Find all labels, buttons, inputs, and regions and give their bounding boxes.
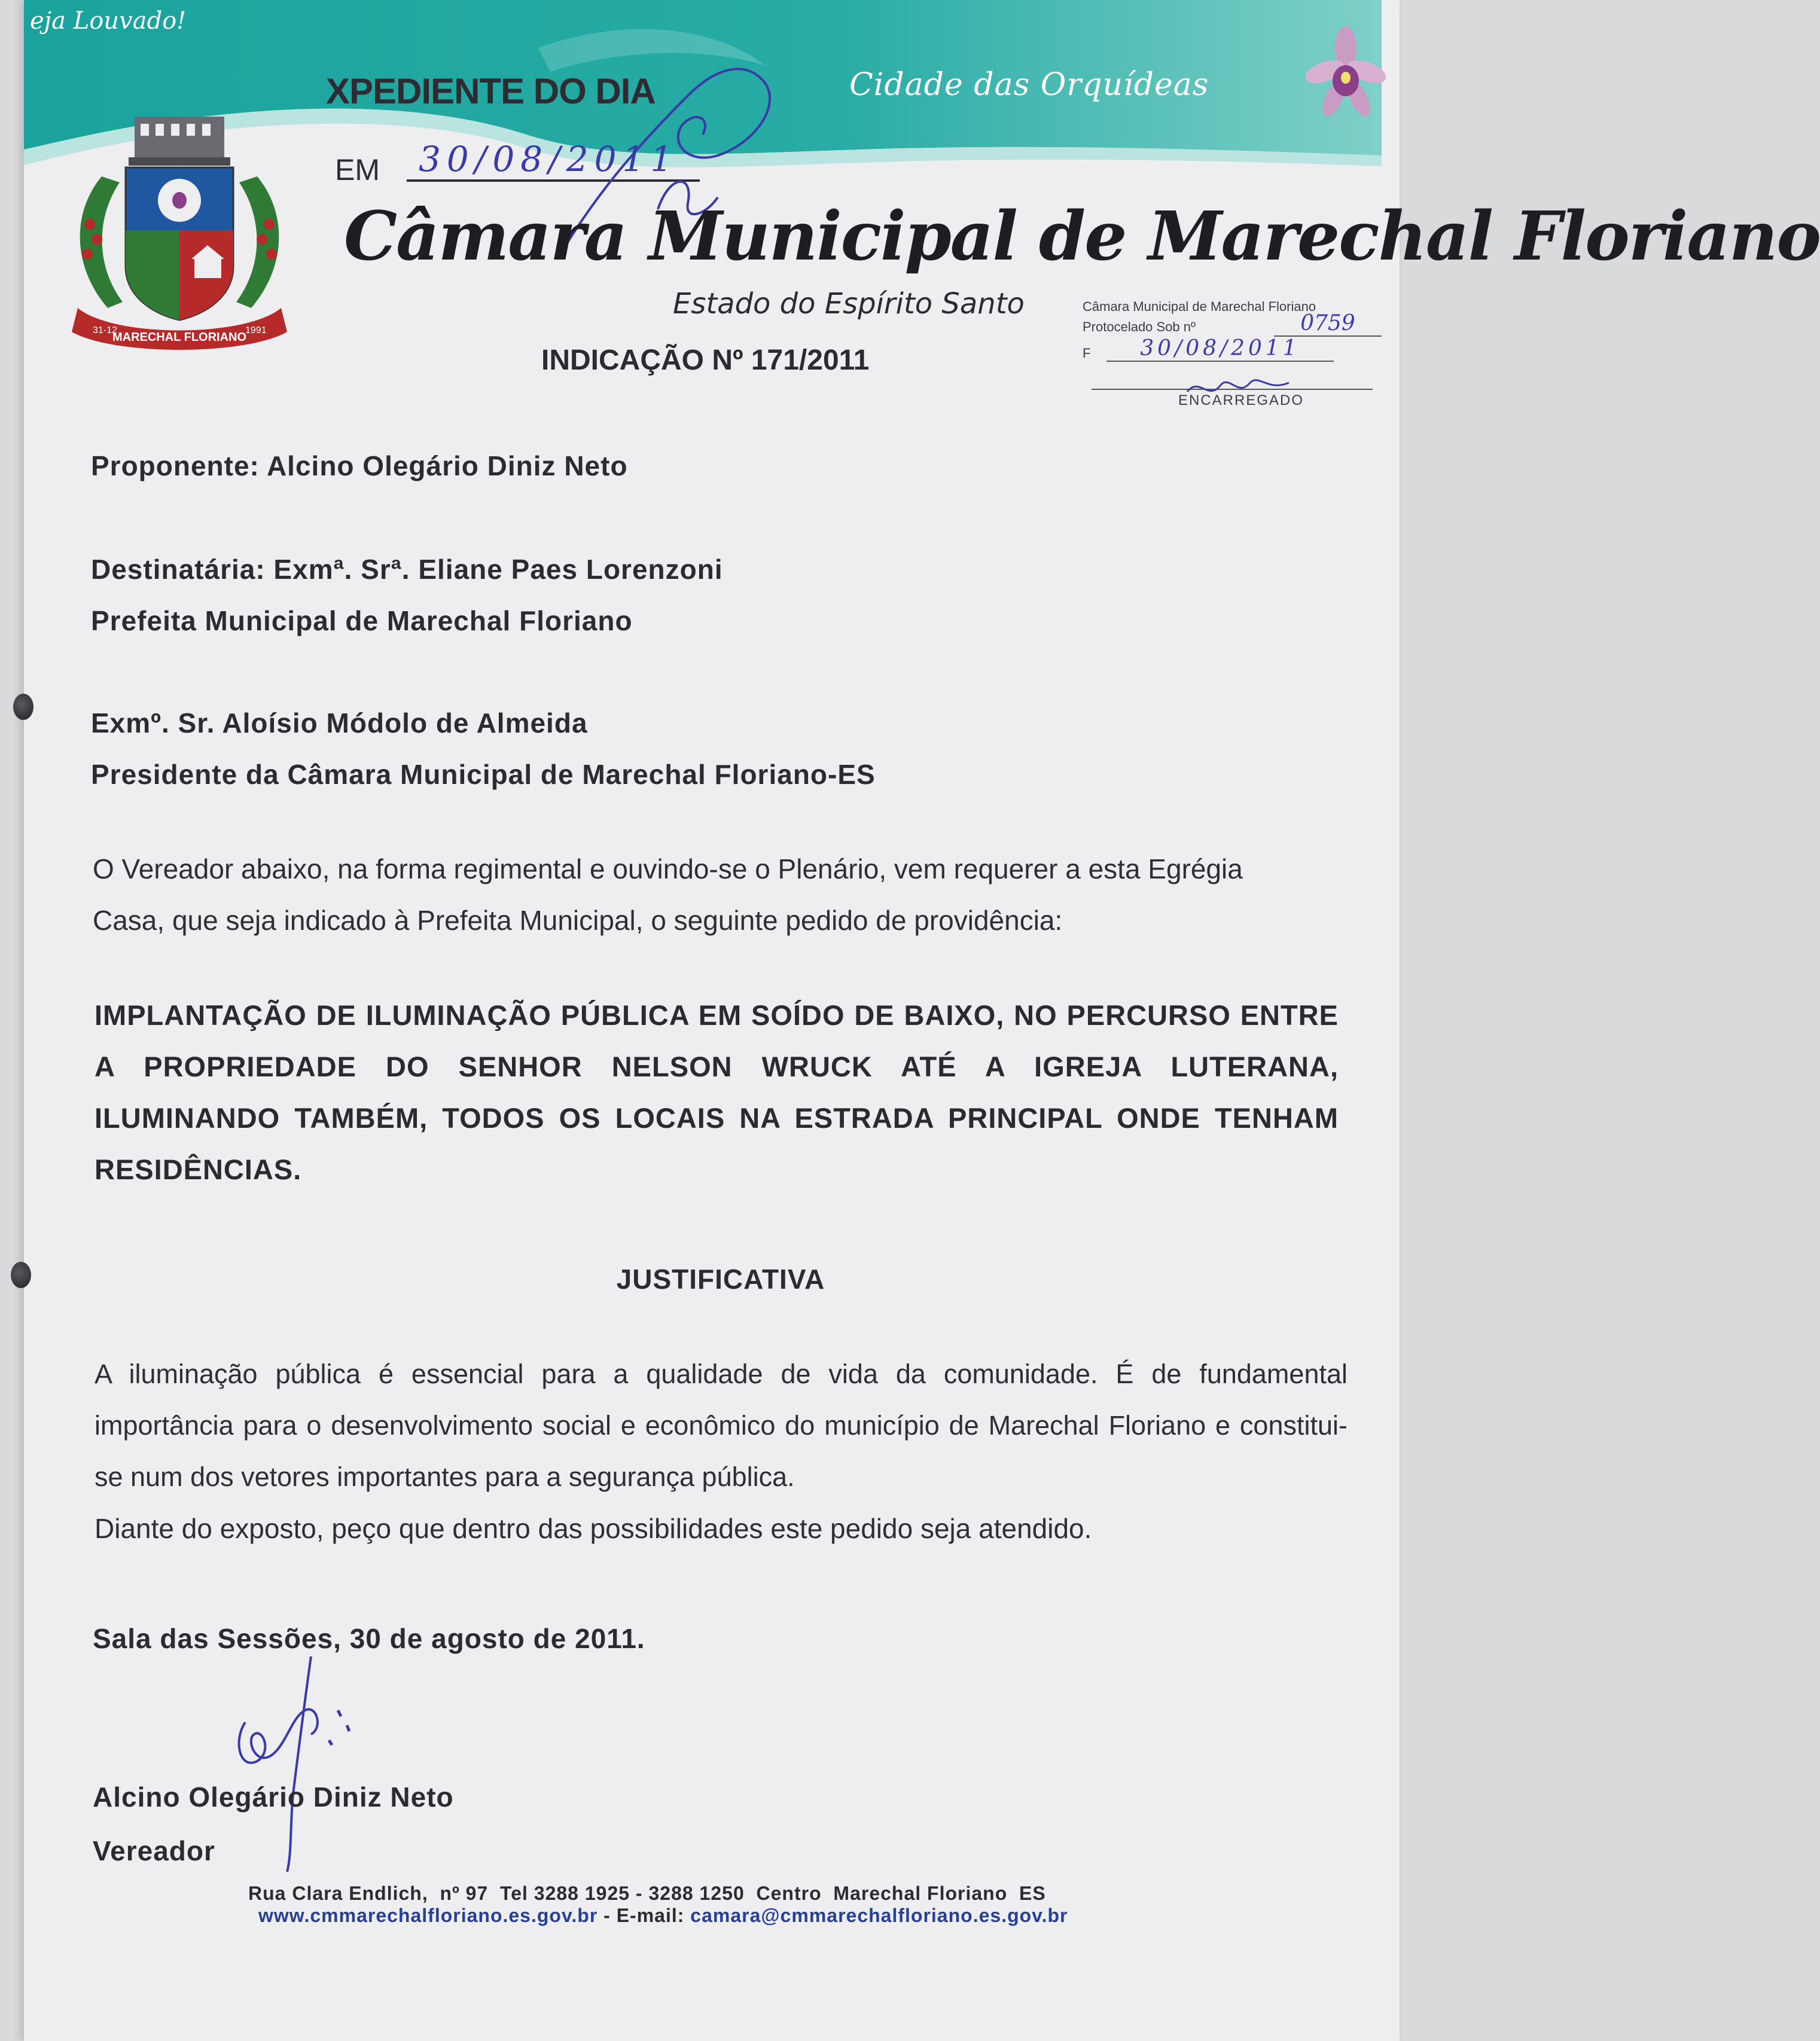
signer-role: Vereador [93,1835,215,1866]
recipient-name: Destinatária: Exmª. Srª. Eliane Paes Lorenzoni [91,554,723,585]
svg-text:1991: 1991 [245,325,267,335]
state-subtitle: Estado do Espírito Santo [673,287,1025,321]
proponent-line: Proponente: Alcino Olegário Diniz Neto [91,450,628,481]
closing-request: Diante do exposto, peço que dentro das possibilidades este pedido seja atendido. [94,1513,1092,1544]
punch-hole [13,694,33,720]
footer-web-prefix: www. [258,1905,310,1926]
stamp-role-label: ENCARREGADO [1178,392,1304,408]
intro-line-2: Casa, que seja indicado à Prefeita Municipal, o seguinte pedido de providência: [93,905,1063,936]
footer-email-link[interactable]: camara@cmmarechalfloriano.es.gov.br [690,1905,1068,1926]
stamp-protocol-label: Protocelado Sob nº [1083,319,1196,334]
footer-website-link[interactable]: cmmarechalfloriano.es.gov.br [310,1905,598,1926]
justification-paragraph: A iluminação pública é essencial para a qualidade de vida da comunidade. É de fundamental importância para o desenvolvimento social e econômico do município de Marechal Floriano e constitui-se num dos vetores importantes para a segurança pública. [94,1359,1348,1492]
intro-line-1: O Vereador abaixo, na forma regimental e ouvindo-se o Plenário, vem requerer a esta Egrégia [93,853,1243,884]
chamber-name-title: Câmara Municipal de Marechal Floriano [344,197,1820,276]
stamp-institution: Câmara Municipal de Marechal Floriano [1083,299,1316,314]
municipal-coat-of-arms [66,111,293,362]
signer-name: Alcino Olegário Diniz Neto [93,1781,454,1813]
expediente-date-label: EM [335,153,380,187]
president-title: Presidente da Câmara Municipal de Marechal Floriano-ES [91,759,876,790]
city-motto: Cidade das Orquídeas [849,67,1209,103]
svg-text:31-12: 31-12 [93,325,117,335]
footer-email-label: - E-mail: [597,1905,691,1926]
letterhead-tagline: eja Louvado! [30,7,187,35]
justification-heading: JUSTIFICATIVA [616,1264,825,1295]
stamp-protocol-number: 0759 [1274,311,1382,337]
footer-contacts [258,1905,1068,1927]
signer-signature [221,1651,377,1878]
president-name: Exmº. Sr. Aloísio Módolo de Almeida [91,707,588,739]
document-title: INDICAÇÃO Nº 171/2011 [541,344,870,376]
expediente-stamp-title: XPEDIENTE DO DIA [326,71,656,111]
request-text: IMPLANTAÇÃO DE ILUMINAÇÃO PÚBLICA EM SOÍDO DE BAIXO, NO PERCURSO ENTRE A PROPRIEDADE DO SENHOR NELSON WRUCK ATÉ A IGREJA LUTERANA, ILUMINANDO TAMBÉM, TODOS OS LOCAIS NA ESTRADA PRINCIPAL ONDE TENHAM RESIDÊNCIAS. [94,999,1339,1185]
expediente-date-handwritten: 30/08/2011 [407,139,700,182]
footer-address: Rua Clara Endlich, nº 97 Tel 3288 1925 - 3288 1250 Centro Marechal Floriano ES [248,1883,1046,1904]
recipient-title: Prefeita Municipal de Marechal Floriano [91,605,633,636]
stamp-date-label: F [1083,346,1091,361]
orchid-flower-icon [1304,24,1388,126]
stamp-date: 30/08/2011 [1106,336,1334,362]
punch-hole [11,1262,31,1288]
place-and-date: Sala das Sessões, 30 de agosto de 2011. [93,1623,645,1654]
protocol-stamp [1083,299,1394,419]
document-page [24,0,1820,2041]
svg-text:MARECHAL FLORIANO: MARECHAL FLORIANO [112,331,247,344]
